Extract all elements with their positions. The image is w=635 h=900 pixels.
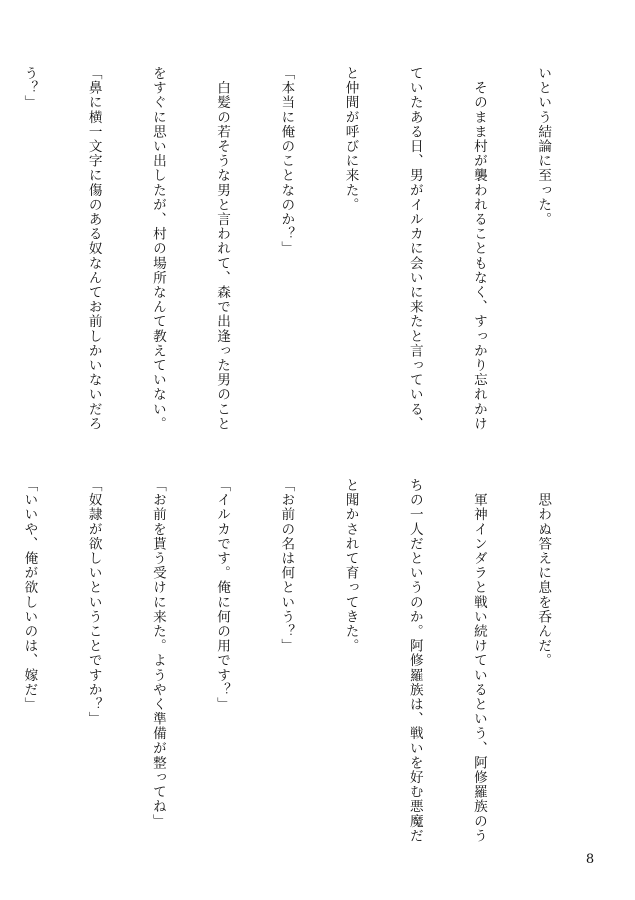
text-line: と聞かされて育ってきた。 <box>342 478 359 654</box>
text-line: 「奴隷が欲しいということですか？」 <box>85 478 102 727</box>
text-line: ちの一人だというのか。阿修羅族は、戦いを好む悪魔だ <box>406 478 423 843</box>
text-line: そのまま村が襲われることもなく、すっかり忘れかけ <box>470 66 487 431</box>
text-line: 「いいや、俺が欲しいのは、嫁だ」 <box>21 478 38 712</box>
text-line: 思わぬ答えに息を呑んだ。 <box>535 478 552 668</box>
text-line: 軍神インダラと戦い続けているという、阿修羅族のう <box>470 478 487 843</box>
text-line: いという結論に至った。 <box>535 66 552 227</box>
text-line: と仲間が呼びに来た。 <box>342 66 359 212</box>
text-line: をすぐに思い出したが、村の場所なんて教えていない。 <box>149 66 166 431</box>
text-line: 「イルカです。俺に何の用です？」 <box>214 478 231 712</box>
text-line: 「鼻に横一文字に傷のある奴なんてお前しかいないだろ <box>85 66 102 431</box>
text-line: 「お前の名は何という？」 <box>278 478 295 654</box>
text-line: う？」 <box>21 66 38 110</box>
upper-text-block <box>21 66 596 431</box>
text-line: 「お前を貰う受けに来た。ようやく準備が整ってね」 <box>149 478 166 829</box>
text-line: ていたある日、男がイルカに会いに来たと言っている、 <box>406 66 423 431</box>
lower-text-block <box>21 478 596 843</box>
text-line: 「本当に俺のことなのか？」 <box>278 66 295 256</box>
text-line: 白髪の若そうな男と言われて、森で出逢った男のこと <box>214 66 231 431</box>
page-number: 8 <box>585 852 595 867</box>
